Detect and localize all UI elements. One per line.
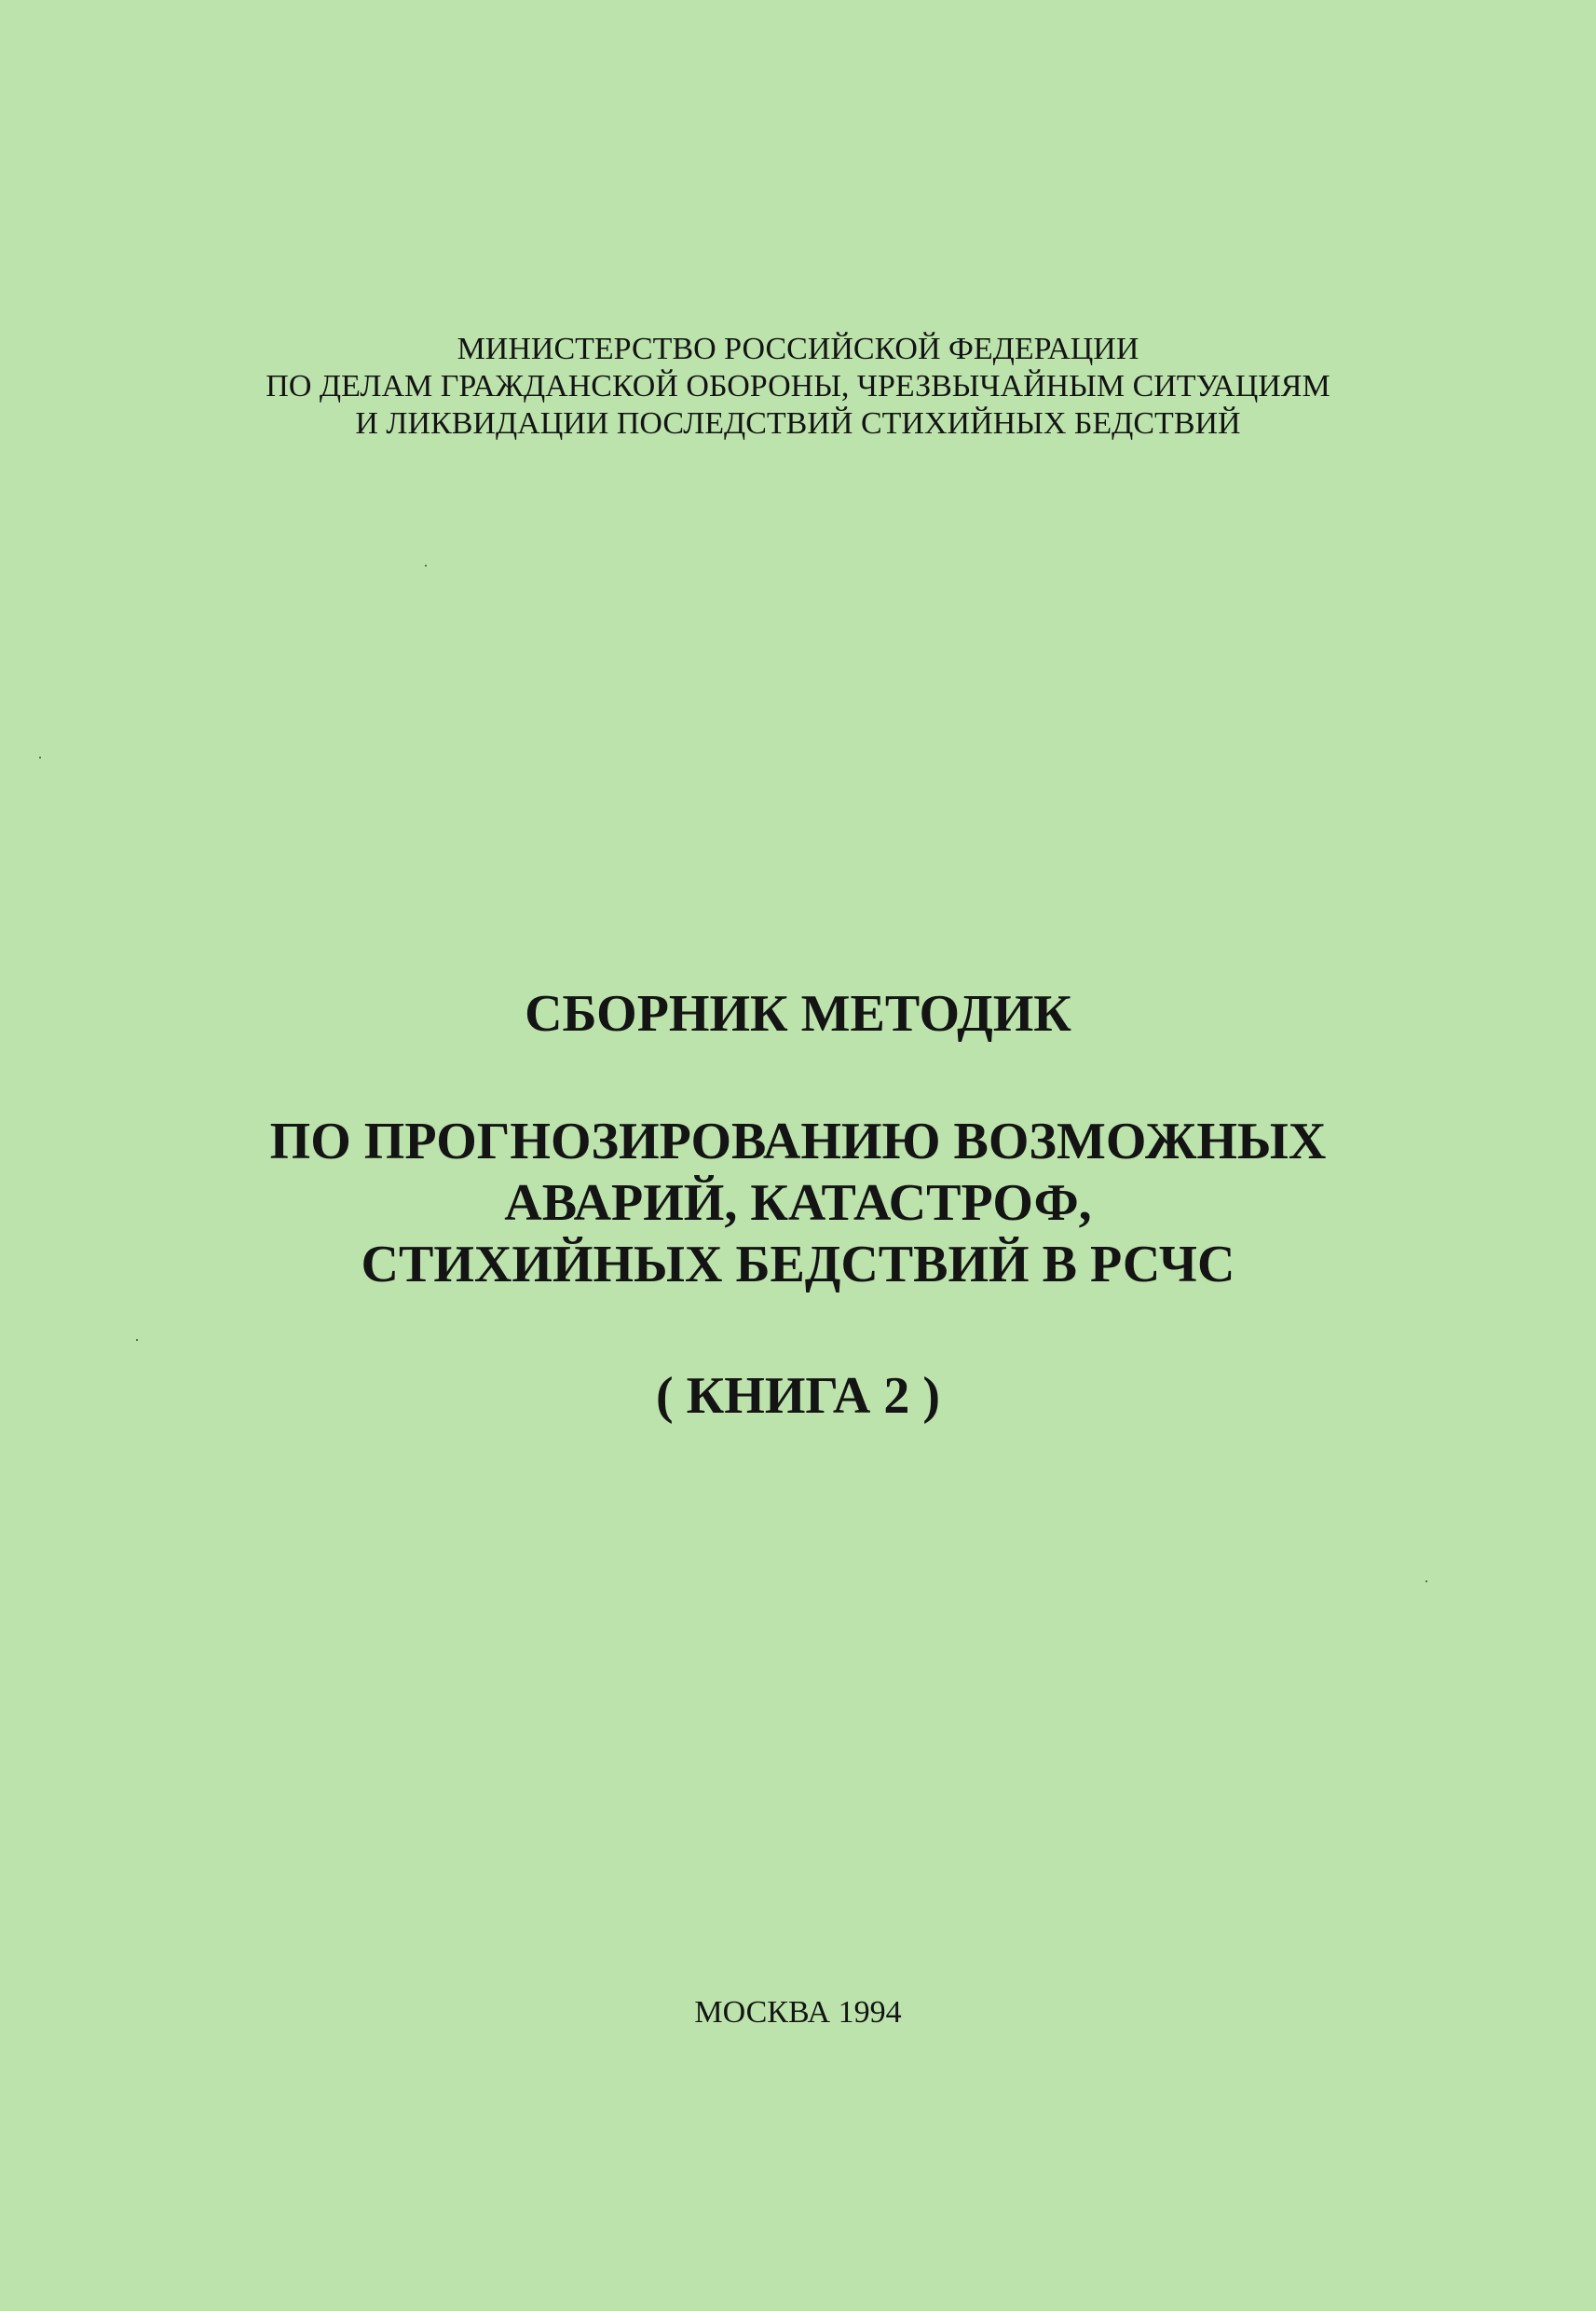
book-number: ( КНИГА 2 ) bbox=[656, 1367, 940, 1425]
subtitle-line: АВАРИЙ, КАТАСТРОФ, bbox=[504, 1174, 1092, 1232]
document-title: СБОРНИК МЕТОДИК bbox=[525, 985, 1071, 1043]
scan-speck bbox=[1425, 1580, 1427, 1582]
ministry-header bbox=[0, 331, 1596, 443]
scan-speck bbox=[425, 565, 427, 567]
ministry-line: И ЛИКВИДАЦИИ ПОСЛЕДСТВИЙ СТИХИЙНЫХ БЕДСТВИЙ bbox=[355, 406, 1241, 441]
publication-imprint: МОСКВА 1994 bbox=[694, 1995, 902, 2030]
subtitle-line: ПО ПРОГНОЗИРОВАНИЮ ВОЗМОЖНЫХ bbox=[269, 1113, 1327, 1170]
scan-speck bbox=[39, 757, 41, 759]
document-subtitle bbox=[0, 1111, 1596, 1295]
ministry-line: ПО ДЕЛАМ ГРАЖДАНСКОЙ ОБОРОНЫ, ЧРЕЗВЫЧАЙНЫМ СИТУАЦИЯМ bbox=[266, 369, 1330, 403]
ministry-line: МИНИСТЕРСТВО РОССИЙСКОЙ ФЕДЕРАЦИИ bbox=[457, 332, 1139, 366]
scan-speck bbox=[136, 1339, 138, 1341]
subtitle-line: СТИХИЙНЫХ БЕДСТВИЙ В РСЧС bbox=[361, 1236, 1235, 1293]
